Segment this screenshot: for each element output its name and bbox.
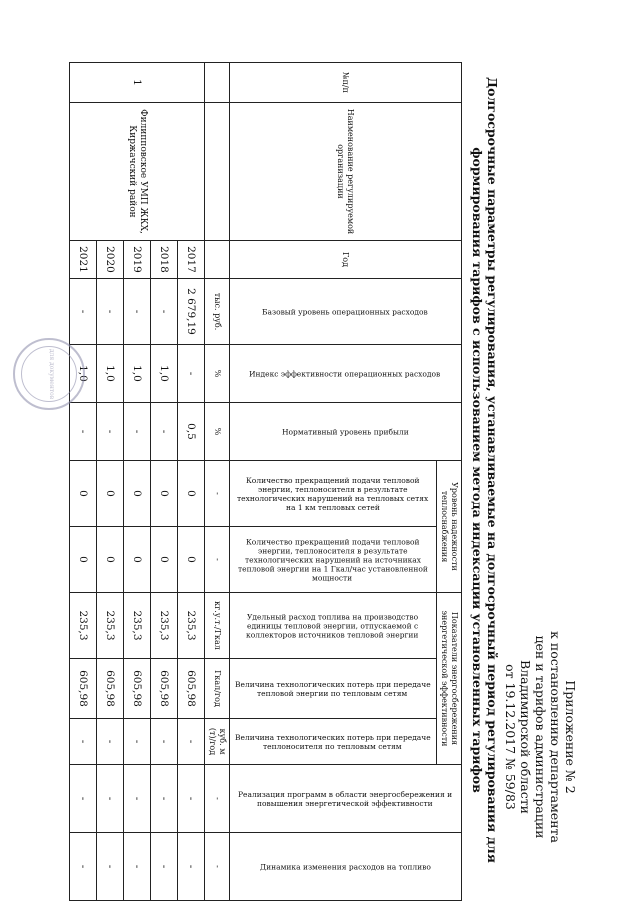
cell-program: -: [178, 765, 205, 833]
appendix-line: Владимирской области: [518, 660, 533, 814]
cell-base-opex: -: [151, 279, 178, 345]
cell-reliability-networks: 0: [178, 461, 205, 527]
cell-program: -: [124, 765, 151, 833]
cell-program: -: [70, 765, 97, 833]
cell-carrier-losses: -: [70, 719, 97, 765]
cell-reliability-networks: 0: [70, 461, 97, 527]
cell-year: 2019: [124, 241, 151, 279]
cell-base-opex: -: [124, 279, 151, 345]
cell-reliability-sources: 0: [124, 527, 151, 593]
header-reliability-sources: Количество прекращений подачи тепловой энергии, теплоносителя в результате технологических нарушений на источниках тепловой энергии на 1 Гкал/час установленной мощности: [230, 527, 437, 593]
unit-carrier-losses: куб. м (т)/год: [205, 719, 230, 765]
unit-fuel-rate: кг.у.т./Гкал: [205, 593, 230, 659]
cell-reliability-sources: 0: [151, 527, 178, 593]
header-energy-group: Показатели энергосбережения энергетической эффективности: [437, 593, 462, 765]
cell-profit: -: [70, 403, 97, 461]
units-row: [205, 63, 230, 901]
appendix-line: от 19.12.2017 № 59/83: [503, 664, 518, 810]
cell-efficiency-index: -: [178, 345, 205, 403]
table-row: [178, 63, 205, 901]
cell-fuel-rate: 235,3: [178, 593, 205, 659]
table-header-row: [437, 63, 462, 901]
header-reliability-networks: Количество прекращений подачи тепловой энергии, теплоносителя в результате технологических нарушений на тепловых сетях на 1 км тепловых сетей: [230, 461, 437, 527]
cell-fuel-dynamics: -: [151, 833, 178, 901]
unit-efficiency-index: %: [205, 345, 230, 403]
document-title: Долгосрочные параметры регулирования, устанавливаемые на долгосрочный период регулирования для формирования тарифов с использованием метода индексации установленных тарифов: [470, 77, 500, 863]
appendix-line: Приложение № 2: [563, 680, 578, 794]
appendix-header: [503, 617, 578, 857]
header-fuel-rate: Удельный расход топлива на производство единицы тепловой энергии, отпускаемой с коллекторов источников тепловой энергии: [230, 593, 437, 659]
unit-heat-losses: Гкал/год: [205, 659, 230, 719]
unit-profit: %: [205, 403, 230, 461]
unit-program: -: [205, 765, 230, 833]
cell-profit: -: [124, 403, 151, 461]
organization-name: Филипповское УМП ЖКХ, Киржачский район: [70, 103, 205, 241]
cell-profit: 0,5: [178, 403, 205, 461]
cell-year: 2017: [178, 241, 205, 279]
cell-program: -: [97, 765, 124, 833]
stamp-text: для документов: [48, 348, 55, 400]
cell-reliability-sources: 0: [70, 527, 97, 593]
header-year: Год: [230, 241, 462, 279]
header-fuel-dynamics: Динамика изменения расходов на топливо: [230, 833, 462, 901]
cell-heat-losses: 605,98: [70, 659, 97, 719]
cell-base-opex: -: [70, 279, 97, 345]
header-reliability-group: Уровень надежности теплоснабжения: [437, 461, 462, 593]
cell-fuel-dynamics: -: [97, 833, 124, 901]
cell-base-opex: 2 679,19: [178, 279, 205, 345]
cell-heat-losses: 605,98: [124, 659, 151, 719]
cell-carrier-losses: -: [178, 719, 205, 765]
row-number: 1: [70, 63, 205, 103]
cell-year: 2021: [70, 241, 97, 279]
cell-reliability-sources: 0: [178, 527, 205, 593]
cell-efficiency-index: 1,0: [124, 345, 151, 403]
unit-base-opex: тыс. руб.: [205, 279, 230, 345]
header-org: Наименование регулируемой организации: [230, 103, 462, 241]
cell-efficiency-index: 1,0: [70, 345, 97, 403]
cell-reliability-sources: 0: [97, 527, 124, 593]
cell-fuel-rate: 235,3: [151, 593, 178, 659]
cell-profit: -: [151, 403, 178, 461]
header-efficiency-index: Индекс эффективности операционных расходов: [230, 345, 462, 403]
cell-reliability-networks: 0: [124, 461, 151, 527]
cell-year: 2020: [97, 241, 124, 279]
cell-carrier-losses: -: [97, 719, 124, 765]
header-program: Реализация программ в области энергосбережения и повышения энергетической эффективности: [230, 765, 462, 833]
cell-efficiency-index: 1,0: [151, 345, 178, 403]
cell-carrier-losses: -: [151, 719, 178, 765]
cell-fuel-rate: 235,3: [124, 593, 151, 659]
cell-profit: -: [97, 403, 124, 461]
parameters-table: [69, 62, 462, 901]
cell-base-opex: -: [97, 279, 124, 345]
seal-stamp: [13, 338, 85, 410]
header-carrier-losses: Величина технологических потерь при передаче теплоносителя по тепловым сетям: [230, 719, 437, 765]
appendix-line: цен и тарифов администрации: [533, 635, 548, 839]
appendix-line: к постановлению департамента: [548, 631, 563, 843]
unit-fuel-dynamics: -: [205, 833, 230, 901]
cell-fuel-dynamics: -: [124, 833, 151, 901]
cell-program: -: [151, 765, 178, 833]
cell-fuel-rate: 235,3: [70, 593, 97, 659]
cell-fuel-rate: 235,3: [97, 593, 124, 659]
unit-reliability-sources: -: [205, 527, 230, 593]
cell-year: 2018: [151, 241, 178, 279]
cell-heat-losses: 605,98: [151, 659, 178, 719]
cell-reliability-networks: 0: [97, 461, 124, 527]
header-profit: Нормативный уровень прибыли: [230, 403, 462, 461]
cell-reliability-networks: 0: [151, 461, 178, 527]
header-num: №п/п: [230, 63, 462, 103]
header-base-opex: Базовый уровень операционных расходов: [230, 279, 462, 345]
cell-heat-losses: 605,98: [178, 659, 205, 719]
cell-heat-losses: 605,98: [97, 659, 124, 719]
cell-fuel-dynamics: -: [70, 833, 97, 901]
cell-fuel-dynamics: -: [178, 833, 205, 901]
cell-carrier-losses: -: [124, 719, 151, 765]
unit-reliability-networks: -: [205, 461, 230, 527]
header-heat-losses: Величина технологических потерь при передаче тепловой энергии по тепловым сетям: [230, 659, 437, 719]
cell-efficiency-index: 1,0: [97, 345, 124, 403]
